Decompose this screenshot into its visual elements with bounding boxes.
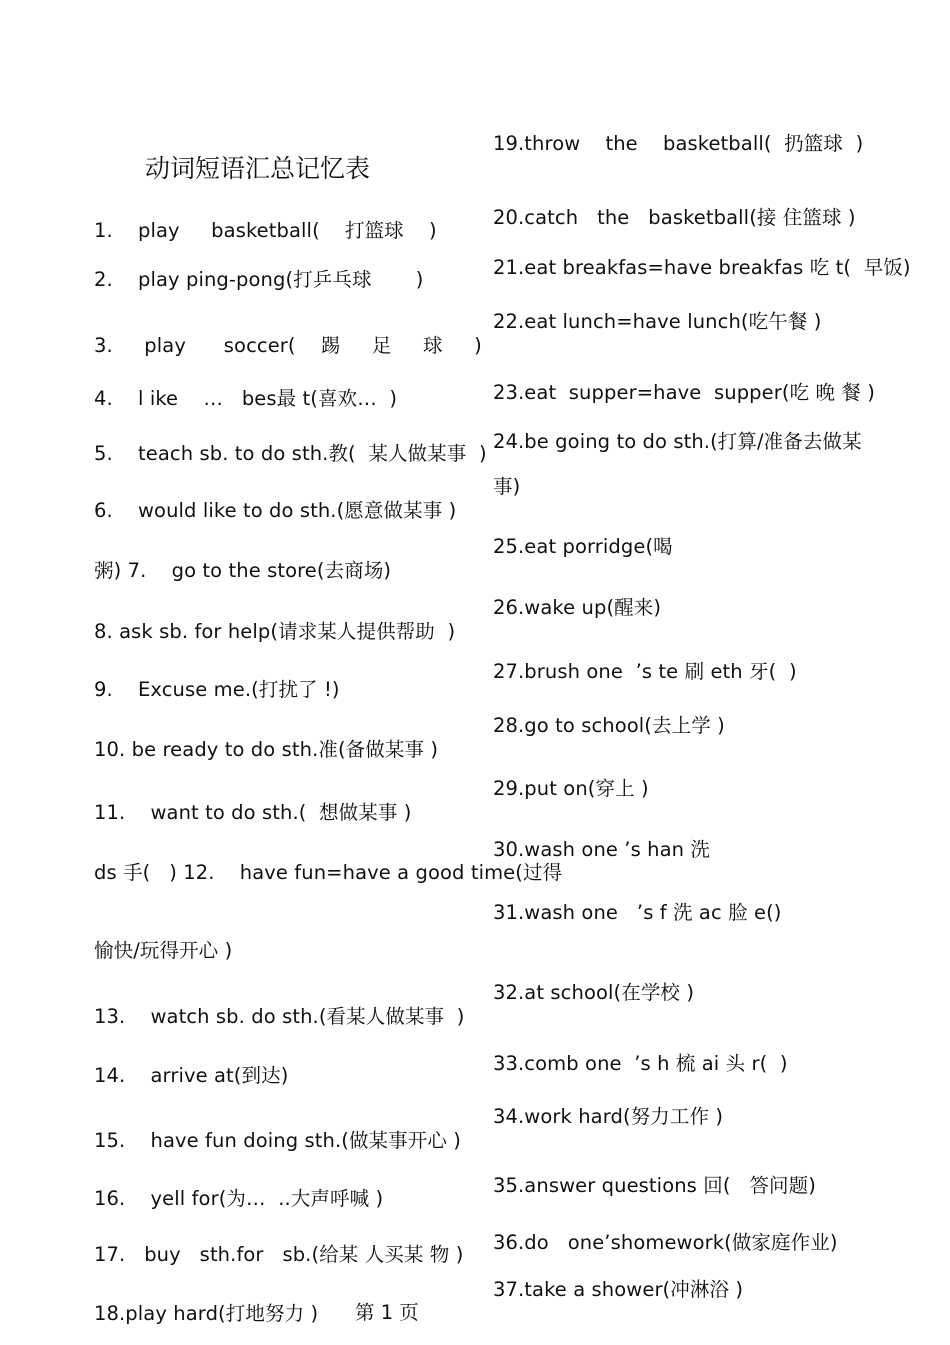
phrase-2: 2. play ping-pong(打乒乓球 )	[94, 268, 424, 291]
phrase-22: 22.eat lunch=have lunch(吃午餐 )	[493, 310, 822, 333]
phrase-11: 11. want to do sth.( 想做某事 )	[94, 801, 412, 824]
phrase-32: 32.at school(在学校 )	[493, 981, 695, 1004]
phrase-4: 4. l ike … bes最 t(喜欢… )	[94, 387, 398, 410]
phrase-21: 21.eat breakfas=have breakfas 吃 t( 早饭)	[493, 256, 911, 279]
phrase-25: 25.eat porridge(喝	[493, 535, 673, 558]
phrase-20: 20.catch the basketball(接 住篮球 )	[493, 206, 856, 229]
phrase-8: 8. ask sb. for help(请求某人提供帮助 )	[94, 620, 456, 643]
phrase-33: 33.comb one ’s h 梳 ai 头 r( )	[493, 1052, 788, 1075]
page-title: 动词短语汇总记忆表	[145, 154, 371, 183]
phrase-16: 16. yell for(为… ..大声呼喊 )	[94, 1187, 384, 1210]
phrase-34: 34.work hard(努力工作 )	[493, 1105, 724, 1128]
phrase-31: 31.wash one ’s f 洗 ac 脸 e()	[493, 901, 782, 924]
page-number: 第 1 页	[355, 1301, 419, 1324]
phrase-13: 13. watch sb. do sth.(看某人做某事 )	[94, 1005, 465, 1028]
phrase-37: 37.take a shower(冲淋浴 )	[493, 1278, 744, 1301]
phrase-14: 14. arrive at(到达)	[94, 1064, 289, 1087]
phrase-10: 10. be ready to do sth.准(备做某事 )	[94, 738, 439, 761]
phrase-19: 19.throw the basketball( 扔篮球 )	[493, 132, 864, 155]
phrase-24-cont: 事)	[493, 475, 521, 498]
phrase-5: 5. teach sb. to do sth.教( 某人做某事 )	[94, 442, 487, 465]
phrase-7: 粥) 7. go to the store(去商场)	[94, 559, 392, 582]
phrase-12-cont: 愉快/玩得开心 )	[94, 939, 233, 962]
phrase-29: 29.put on(穿上 )	[493, 777, 649, 800]
phrase-18: 18.play hard(打地努力 )	[94, 1302, 319, 1325]
phrase-28: 28.go to school(去上学 )	[493, 714, 725, 737]
phrase-35: 35.answer questions 回( 答问题)	[493, 1174, 816, 1197]
phrase-36: 36.do one’shomework(做家庭作业)	[493, 1231, 838, 1254]
phrase-12: ds 手( ) 12. have fun=have a good time(过得	[94, 861, 563, 884]
phrase-24: 24.be going to do sth.(打算/准备去做某	[493, 430, 862, 453]
phrase-23: 23.eat supper=have supper(吃 晚 餐 )	[493, 381, 875, 404]
phrase-6: 6. would like to do sth.(愿意做某事 )	[94, 499, 457, 522]
phrase-1: 1. play basketball( 打篮球 )	[94, 219, 437, 242]
phrase-9: 9. Excuse me.(打扰了 !)	[94, 678, 340, 701]
phrase-27: 27.brush one ’s te 刷 eth 牙( )	[493, 660, 797, 683]
phrase-17: 17. buy sth.for sb.(给某 人买某 物 )	[94, 1243, 464, 1266]
phrase-15: 15. have fun doing sth.(做某事开心 )	[94, 1129, 461, 1152]
phrase-30: 30.wash one ’s han 洗	[493, 838, 711, 861]
phrase-3: 3. play soccer( 踢 足 球 )	[94, 334, 482, 357]
phrase-26: 26.wake up(醒来)	[493, 596, 662, 619]
